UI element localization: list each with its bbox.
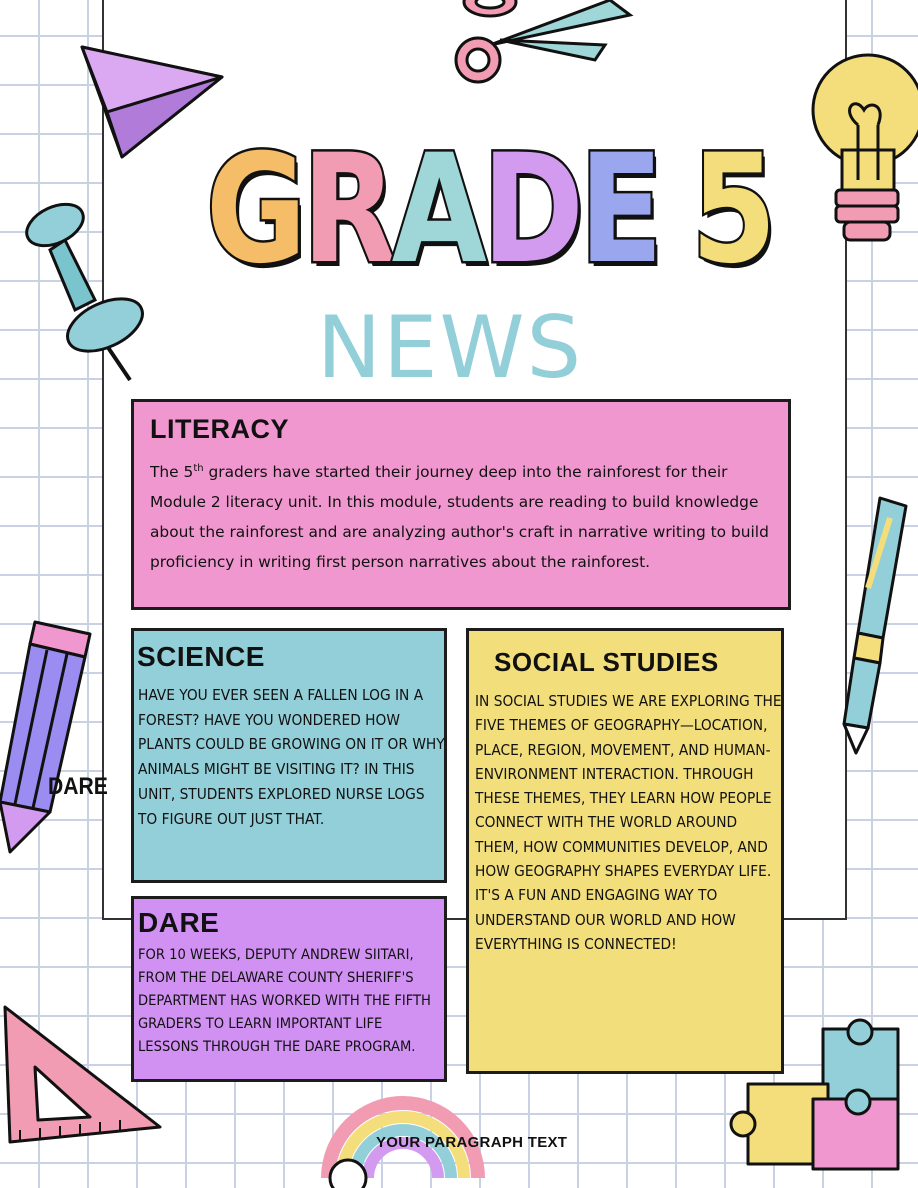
- literacy-text: The 5th graders have started their journey deep into the rainforest for their Module 2 literacy unit. In this module, students are reading to build knowledge about the rainforest and are analyzing author's craft in narrative writing to build proficiency in writing first person narratives about the rainforest.: [150, 463, 769, 572]
- rainbow-icon: [318, 1068, 488, 1188]
- social-studies-section: [466, 628, 784, 1074]
- dare-heading: DARE: [138, 907, 220, 938]
- side-label: DARE: [48, 773, 108, 800]
- title-letter-e: E: [579, 123, 659, 297]
- title-number: 5: [691, 123, 772, 297]
- footer-paragraph-text: YOUR PARAGRAPH TEXT: [376, 1134, 568, 1151]
- title-letter-a: A: [391, 123, 482, 297]
- literacy-section: [131, 399, 791, 610]
- newsletter-title: [205, 120, 772, 300]
- pushpin-icon: [15, 200, 145, 385]
- science-section: [131, 628, 447, 883]
- dare-section: [131, 896, 447, 1082]
- literacy-heading: LITERACY: [150, 414, 289, 444]
- dare-text: FOR 10 WEEKS, DEPUTY ANDREW SIITARI, FROM THE DELAWARE COUNTY SHERIFF'S DEPARTMENT HAS WORKED WITH THE FIFTH GRADERS TO LEARN IMPORTANT LIFE LESSONS THROUGH THE DARE PROGRAM.: [138, 946, 431, 1055]
- scissors-icon: [430, 0, 650, 100]
- pen-icon: [828, 488, 918, 768]
- science-heading: SCIENCE: [137, 641, 265, 672]
- title-letter-g: G: [205, 123, 302, 297]
- title-letter-d: D: [481, 123, 580, 297]
- lightbulb-icon: [800, 40, 918, 250]
- title-letter-r: R: [301, 123, 392, 297]
- pencil-icon: [0, 612, 100, 857]
- newsletter-subtitle: NEWS: [316, 298, 584, 398]
- science-text: HAVE YOU EVER SEEN A FALLEN LOG IN A FOREST? HAVE YOU WONDERED HOW PLANTS COULD BE GROWING ON IT OR WHY ANIMALS MIGHT BE VISITING IT? IN THIS UNIT, STUDENTS EXPLORED NURSE LOGS TO FIGURE OUT JUST THAT.: [138, 686, 445, 828]
- social-studies-heading: SOCIAL STUDIES: [494, 647, 719, 677]
- social-studies-text: IN SOCIAL STUDIES WE ARE EXPLORING THE FIVE THEMES OF GEOGRAPHY—LOCATION, PLACE, REGION, MOVEMENT, AND HUMAN-ENVIRONMENT INTERACTION. THROUGH THESE THEMES, THEY LEARN HOW PEOPLE CONNECT WITH THE WORLD AROUND THEM, HOW COMMUNITIES DEVELOP, AND HOW GEOGRAPHY SHAPES EVERYDAY LIFE. IT'S A FUN AND ENGAGING WAY TO UNDERSTAND OUR WORLD AND HOW EVERYTHING IS CONNECTED!: [475, 692, 782, 953]
